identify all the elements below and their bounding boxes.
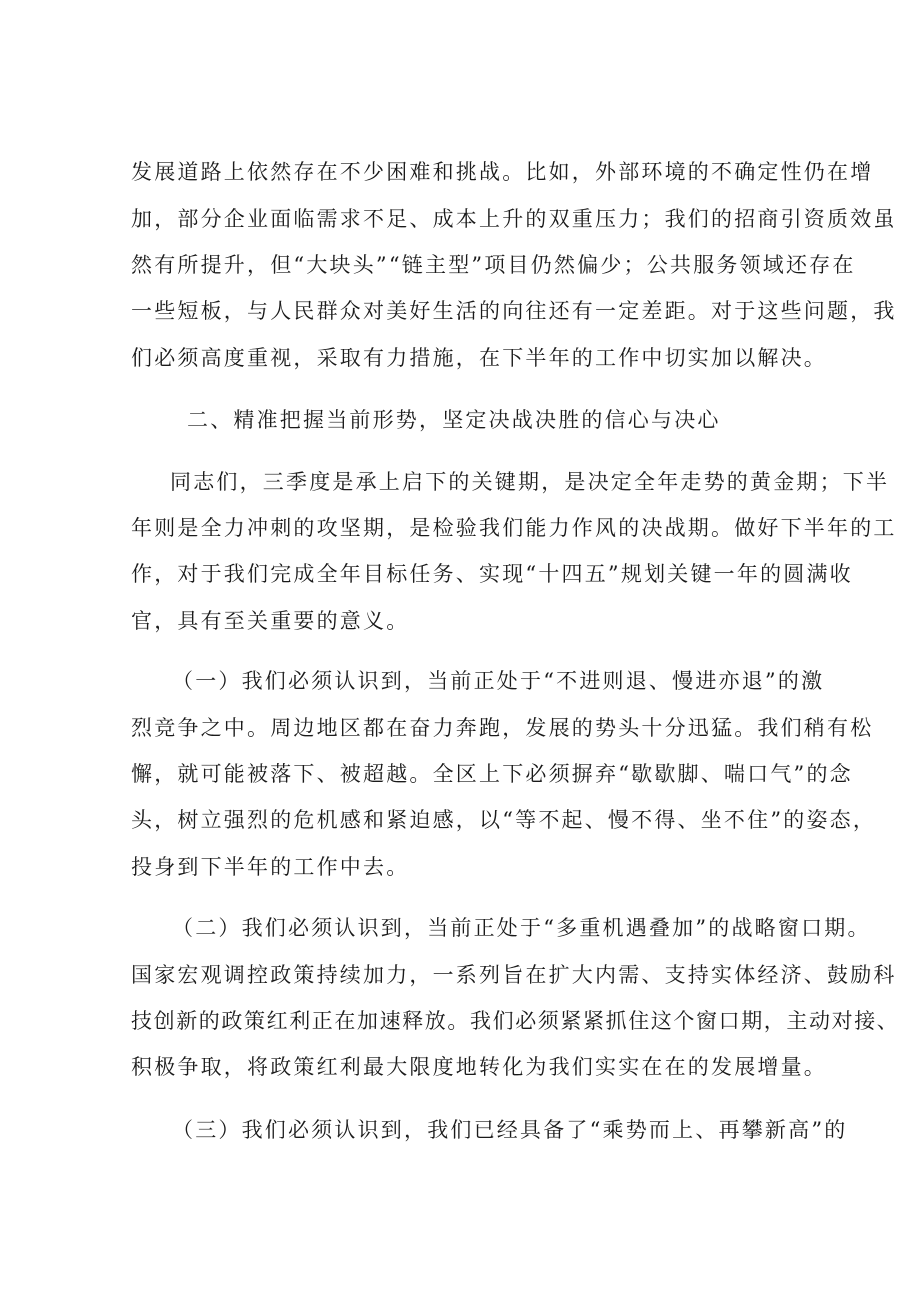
paragraph-line: （二）我们必须认识到，当前正处于“多重机遇叠加”的战略窗口期。 bbox=[172, 916, 871, 940]
paragraph-line: 年则是全力冲刺的攻坚期，是检验我们能力作风的决战期。做好下半年的工 bbox=[131, 516, 897, 540]
paragraph-line: 技创新的政策红利正在加速释放。我们必须紧紧抓住这个窗口期，主动对接、 bbox=[131, 1009, 900, 1033]
paragraph-line: 发展道路上依然存在不少困难和挑战。比如，外部环境的不确定性仍在增 bbox=[131, 160, 874, 184]
paragraph-line: 一些短板，与人民群众对美好生活的向往还有一定差距。对于这些问题，我 bbox=[131, 299, 897, 323]
paragraph-line: 然有所提升，但“大块头”“链主型”项目仍然偏少；公共服务领域还存在 bbox=[131, 253, 856, 277]
paragraph-line: 头，树立强烈的危机感和紧迫感，以“等不起、慢不得、坐不住”的姿态， bbox=[131, 808, 877, 832]
paragraph-line: 懈，就可能被落下、被超越。全区上下必须摒弃“歇歇脚、喘口气”的念 bbox=[131, 762, 853, 786]
paragraph-line: 国家宏观调控政策持续加力，一系列旨在扩大内需、支持实体经济、鼓励科 bbox=[131, 963, 897, 987]
paragraph-line: 投身到下半年的工作中去。 bbox=[131, 855, 410, 879]
paragraph-line: 加，部分企业面临需求不足、成本上升的双重压力；我们的招商引资质效虽 bbox=[131, 207, 897, 231]
paragraph-line: （三）我们必须认识到，我们已经具备了“乘势而上、再攀新高”的 bbox=[172, 1118, 848, 1142]
paragraph-line: 烈竞争之中。周边地区都在奋力奔跑，发展的势头十分迅猛。我们稍有松 bbox=[131, 716, 874, 740]
paragraph-line: 们必须高度重视，采取有力措施，在下半年的工作中切实加以解决。 bbox=[131, 346, 827, 370]
paragraph-line: （一）我们必须认识到，当前正处于“不进则退、慢进亦退”的激 bbox=[172, 669, 825, 693]
paragraph-line: 官，具有至关重要的意义。 bbox=[131, 609, 410, 633]
paragraph-line: 同志们，三季度是承上启下的关键期，是决定全年走势的黄金期；下半 bbox=[170, 470, 890, 494]
paragraph-line: 积极争取，将政策红利最大限度地转化为我们实实在在的发展增量。 bbox=[131, 1055, 827, 1079]
section-heading: 二、精准把握当前形势，坚定决战决胜的信心与决心 bbox=[187, 408, 721, 432]
paragraph-line: 作，对于我们完成全年目标任务、实现“十四五”规划关键一年的圆满收 bbox=[131, 562, 853, 586]
